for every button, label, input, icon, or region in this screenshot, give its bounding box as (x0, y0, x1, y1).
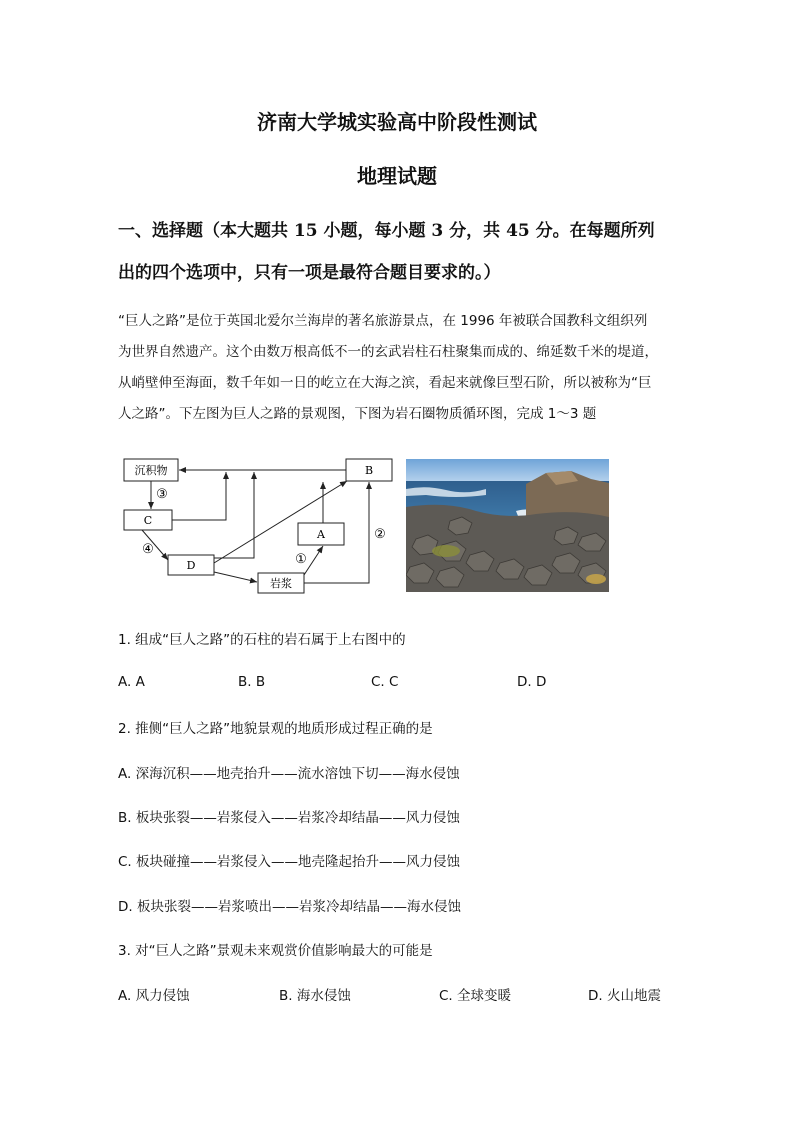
question-3-option-a[interactable]: A. 风力侵蚀 (118, 988, 190, 1004)
question-2-option-b[interactable]: B. 板块张裂——岩浆侵入——岩浆冷却结晶——风力侵蚀 (118, 810, 460, 826)
question-1-option-b[interactable]: B. B (238, 674, 266, 690)
rock-c-label: C (143, 514, 153, 527)
passage-line: 为世界自然遗产。这个由数万根高低不一的玄武岩柱石柱聚集而成的、绵延数千米的堤道， (118, 344, 658, 360)
question-1-stem: 1. 组成“巨人之路”的石柱的岩石属于上右图中的 (118, 632, 406, 648)
question-3-option-b[interactable]: B. 海水侵蚀 (279, 988, 351, 1004)
page-subtitle: 地理试题 (357, 164, 437, 188)
question-3-stem: 3. 对“巨人之路”景观未来观赏价值影响最大的可能是 (118, 943, 433, 959)
question-2-option-c[interactable]: C. 板块碰撞——岩浆侵入——地壳隆起抬升——风力侵蚀 (118, 854, 461, 870)
question-2-option-a[interactable]: A. 深海沉积——地壳抬升——流水溶蚀下切——海水侵蚀 (118, 766, 460, 782)
label-2: ② (374, 527, 386, 542)
question-3-option-d[interactable]: D. 火山地震 (588, 988, 661, 1004)
rock-d-label: D (186, 559, 196, 572)
section-heading-line2: 出的四个选项中，只有一项是最符合题目要求的。） (118, 263, 501, 283)
label-3: ③ (156, 487, 168, 502)
question-1-option-a[interactable]: A. A (118, 674, 145, 690)
question-2-stem: 2. 推侧“巨人之路”地貌景观的地质形成过程正确的是 (118, 721, 433, 737)
arrow-d-to-magma (214, 572, 257, 582)
rock-b-label: B (364, 464, 374, 477)
question-2-option-d[interactable]: D. 板块张裂——岩浆喷出——岩浆冷却结晶——海水侵蚀 (118, 899, 461, 915)
giants-causeway-photo (406, 459, 609, 592)
passage-line: 从峭壁伸至海面，数千年如一日的屹立在大海之滨，看起来就像巨型石阶，所以被称为“巨 (118, 375, 652, 391)
question-3-option-c[interactable]: C. 全球变暖 (439, 988, 512, 1004)
arrow-d-to-top (214, 472, 254, 558)
page-title: 济南大学城实验高中阶段性测试 (257, 110, 537, 134)
passage-line: 人之路”。下左图为巨人之路的景观图，下图为岩石圈物质循环图，完成 1～3 题 (118, 406, 597, 422)
arrow-d-to-b (214, 481, 347, 563)
magma-label: 岩浆 (270, 577, 292, 590)
arrow-c-to-top (172, 472, 226, 520)
passage-line: “巨人之路”是位于英国北爱尔兰海岸的著名旅游景点，在 1996 年被联合国教科文组织列 (118, 313, 648, 329)
section-heading-line1: 一、选择题（本大题共 15 小题，每小题 3 分，共 45 分。在每题所列 (118, 221, 655, 241)
question-1-option-c[interactable]: C. C (371, 674, 399, 690)
question-1-option-d[interactable]: D. D (517, 674, 547, 690)
rock-cycle-diagram (118, 452, 398, 602)
label-1: ① (295, 552, 307, 567)
label-4: ④ (142, 542, 154, 557)
rock-a-label: A (317, 528, 325, 541)
arrow-magma-to-a (304, 546, 323, 575)
sediment-label: 沉积物 (134, 464, 168, 477)
